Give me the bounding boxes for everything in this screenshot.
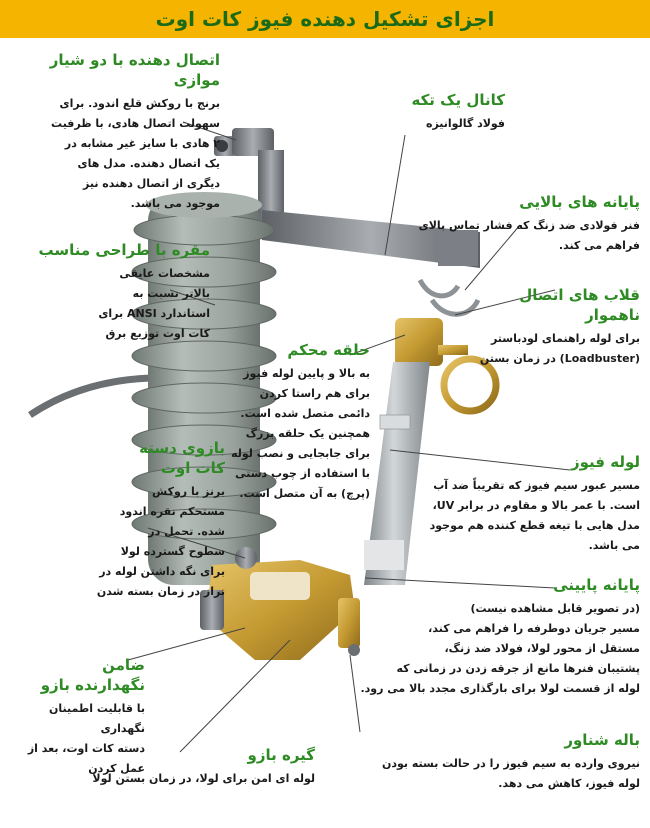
callout-insulator [10,240,210,344]
callout-channel [345,90,505,134]
callout-fuse-tube-heading: لوله فیوز [571,453,640,471]
callout-insulator-body: مشخصات عایقی بالاتر نسبت به استاندارد ANSI برای کات اوت توزیع برق [98,267,210,340]
callout-connector-heading: اتصال دهنده با دو شیار موازی [49,51,220,89]
callout-connector [0,50,220,214]
callout-handle-arm-body: برنز با روکش مستحکم نقره اندود شده. تحمل در سطوح گسترده لولا برای نگه داشتن لوله در تراز در زمان بسته شدن [96,485,225,598]
callout-arm-grip-heading: گیره بازو [247,746,315,764]
callout-insulator-heading: مقره با طراحی مناسب [38,241,210,259]
callout-ring [220,340,370,504]
callout-float-ring-body: نیروی وارده به سیم فیوز را در حالت بسته بودن لوله فیوز، کاهش می دهد. [381,757,640,790]
callout-handle-arm [10,438,225,602]
callout-rough-hooks [470,285,640,369]
leader-arm-grip [180,640,290,752]
callout-lower-terminal-heading: پایانه پایینی [553,576,640,594]
callout-arm-guard-heading: ضامن نگهدارنده بازو [40,656,145,694]
callout-rough-hooks-heading: قلاب های اتصال ناهموار [519,286,640,324]
callout-upper-terminal-heading: پایانه های بالایی [519,193,640,211]
callout-connector-body: برنج با روکش قلع اندود. برای سهولت اتصال هادی، با ظرفیت ۲ هادی با سایز غیر مشابه در یک اتصال دهنده. مدل های دیگری از اتصال دهنده نیز موجود می باشد. [51,97,220,210]
callout-rough-hooks-body: برای لوله راهنمای لودباستر (Loadbuster) در زمان بستن [479,332,640,365]
callout-arm-guard-body: با قابلیت اطمینان نگهداری دسته کات اوت، بعد از عمل کردن [27,702,145,775]
callout-upper-terminal-body: فنر فولادی ضد زنگ که فشار تماس بالای فراهم می کند. [418,219,640,252]
callout-ring-body: به بالا و پایین لوله فیوز برای هم راستا کردن دائمی متصل شده است. همچنین یک حلقه بزرگ برای جابجایی و نصب لوله با استفاده از چوب دستی (پرچ) به آن متصل است. [231,367,370,500]
callout-upper-terminal [400,192,640,256]
callout-float-ring-heading: باله شناور [564,731,640,749]
callout-handle-arm-heading: بازوی دسته کات اوت [139,439,225,477]
callout-channel-heading: کانال یک تکه [411,91,505,109]
page-title: اجزای تشکیل دهنده فیوز کات اوت [155,7,495,31]
callout-ring-heading: حلقه محکم [287,341,370,359]
callout-float-ring [340,730,640,794]
callout-arm-grip-body: لوله ای امن برای لولا، در زمان بستن لولا [92,772,315,785]
callout-lower-terminal-body: (در تصویر قابل مشاهده نیست) مسیر جریان دوطرفه را فراهم می کند، مستقل از محور لولا، فولاد ضد زنگ، پشتیبان فنرها مانع از جرقه زدن در زمانی که لوله از قسمت لولا برای بارگذاری مجدد بالا می رود. [360,602,640,695]
callout-channel-body: فولاد گالوانیزه [425,117,505,130]
callout-arm-grip [10,745,315,789]
leader-arm-guard [128,628,245,660]
callout-lower-terminal [350,575,640,699]
callout-fuse-tube-body: مسیر عبور سیم فیوز که تقریباً ضد آب است. با عمر بالا و مقاوم در برابر UV، مدل هایی با تیغه قطع کننده هم موجود می باشد. [429,479,640,552]
callout-fuse-tube [410,452,640,556]
